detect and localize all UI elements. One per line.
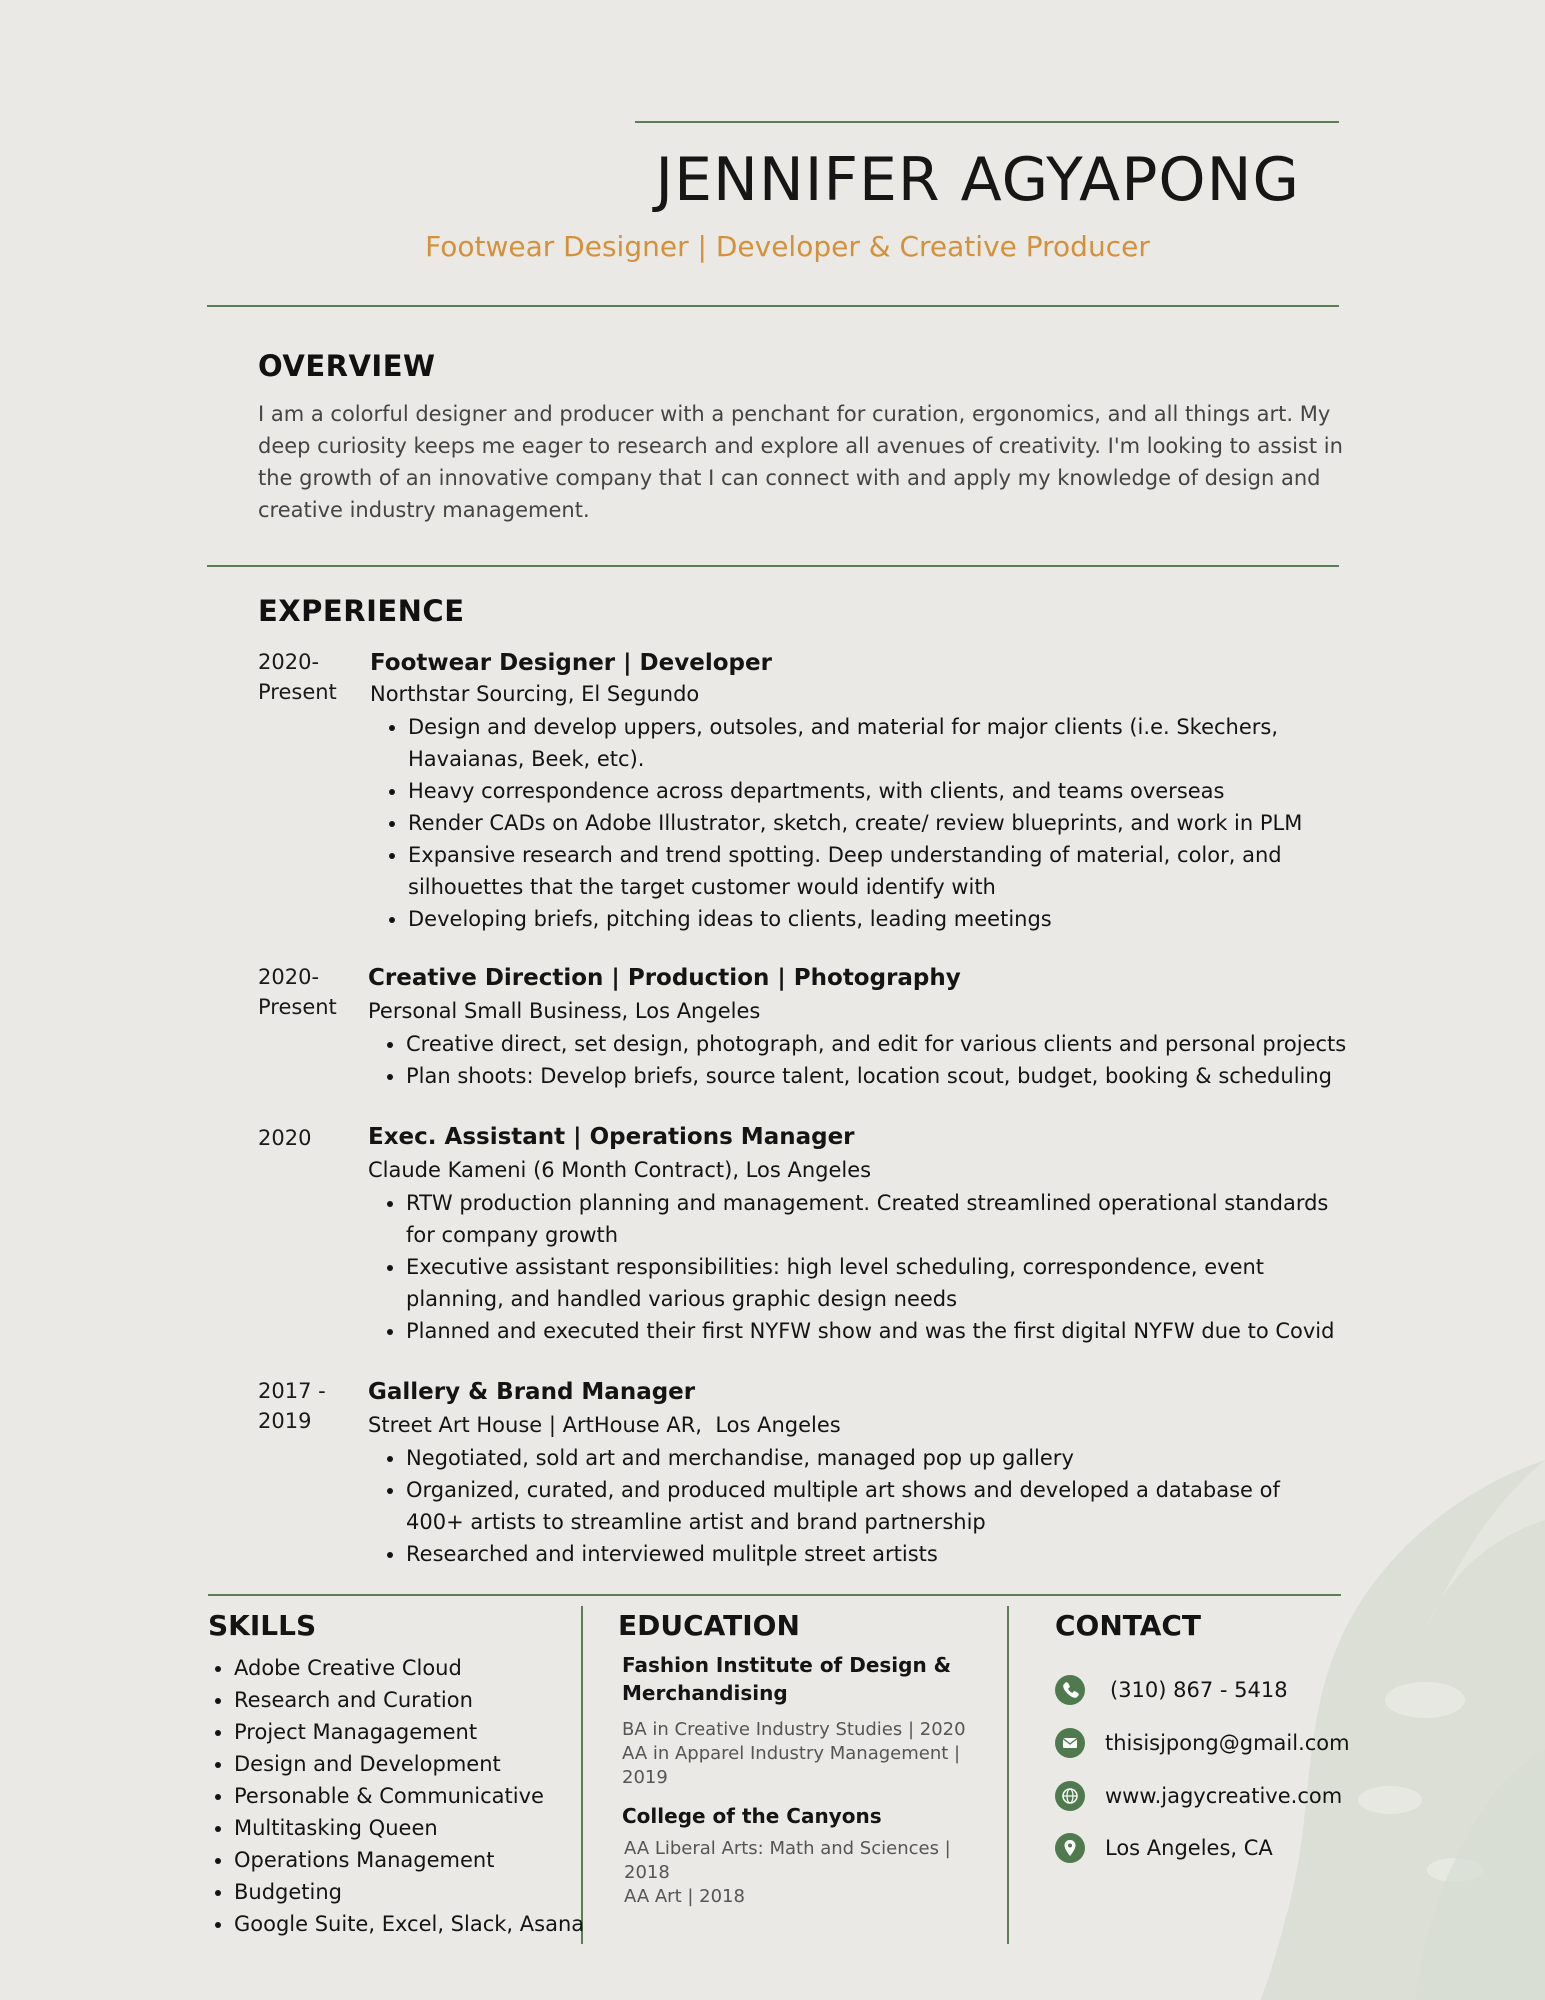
skill-item: • Operations Management xyxy=(234,1844,584,1876)
job-bullet: • RTW production planning and management. Created streamlined operational standards for company growth xyxy=(406,1187,1338,1251)
location-pin-icon xyxy=(1055,1833,1085,1863)
website-link[interactable]: www.jagycreative.com xyxy=(1105,1784,1343,1808)
contact-heading: CONTACT xyxy=(1055,1609,1202,1642)
job-date: 2020 xyxy=(258,1126,312,1150)
overview-bottom-rule xyxy=(207,565,1339,567)
job-tagline: Footwear Designer | Developer & Creative Producer xyxy=(425,230,1150,263)
job-bullet: • Organized, curated, and produced multiple art shows and developed a database of 400+ artists to streamline artist and brand partnership xyxy=(406,1474,1338,1538)
globe-icon xyxy=(1055,1781,1085,1811)
school-degrees: BA in Creative Industry Studies | 2020 AA in Apparel Industry Management | 2019 xyxy=(622,1719,966,1788)
skill-item: • Design and Development xyxy=(234,1748,584,1780)
job-title: Footwear Designer | Developer xyxy=(370,650,772,676)
column-divider-right xyxy=(1007,1606,1009,1944)
skill-item: • Personable & Communicative xyxy=(234,1780,584,1812)
job-title: Exec. Assistant | Operations Manager xyxy=(368,1124,855,1150)
job-bullet: • Render CADs on Adobe Illustrator, sketch, create/ review blueprints, and work in PLM xyxy=(408,807,1340,839)
skills-heading: SKILLS xyxy=(208,1609,317,1642)
contact-phone xyxy=(1055,1675,1375,1715)
job-date: 2020- Present xyxy=(258,650,337,704)
job-bullet: • Design and develop uppers, outsoles, and material for major clients (i.e. Skechers, Havaianas, Beek, etc). xyxy=(408,711,1340,775)
job-bullets xyxy=(368,1028,1347,1092)
job-bullets xyxy=(370,711,1340,935)
school-name: College of the Canyons xyxy=(622,1804,882,1828)
job-bullets xyxy=(368,1187,1338,1347)
contact-email xyxy=(1055,1728,1375,1768)
job-date: 2020- Present xyxy=(258,965,337,1019)
job-bullet: • Executive assistant responsibilities: high level scheduling, correspondence, event planning, and handled various graphic design needs xyxy=(406,1251,1338,1315)
job-company: Personal Small Business, Los Angeles xyxy=(368,999,761,1023)
overview-paragraph: I am a colorful designer and producer with a penchant for curation, ergonomics, and all things art. My deep curiosity keeps me eager to research and explore all avenues of creativity. I'm looking to assist in the growth of an innovative company that I can connect with and apply my knowledge of design and creative industry management. xyxy=(258,402,1343,522)
job-title: Gallery & Brand Manager xyxy=(368,1379,696,1405)
skill-item: • Project Managagement xyxy=(234,1716,584,1748)
job-bullet: • Researched and interviewed mulitple street artists xyxy=(406,1538,1338,1570)
job-company: Claude Kameni (6 Month Contract), Los Angeles xyxy=(368,1158,872,1182)
skill-item: • Multitasking Queen xyxy=(234,1812,584,1844)
job-bullet: • Creative direct, set design, photograph, and edit for various clients and personal projects xyxy=(406,1028,1338,1060)
header-bottom-rule xyxy=(207,305,1339,307)
school-degrees: AA Liberal Arts: Math and Sciences | 2018 AA Art | 2018 xyxy=(624,1838,951,1907)
overview-heading: OVERVIEW xyxy=(258,349,436,383)
school-name: Fashion Institute of Design & Merchandising xyxy=(622,1653,952,1705)
contact-website xyxy=(1055,1781,1375,1821)
location-text: Los Angeles, CA xyxy=(1105,1836,1273,1860)
job-bullet: • Expansive research and trend spotting. Deep understanding of material, color, and silhouettes that the target customer would identify with xyxy=(408,839,1340,903)
skill-item: • Research and Curation xyxy=(234,1684,584,1716)
job-company: Northstar Sourcing, El Segundo xyxy=(370,682,700,706)
experience-heading: EXPERIENCE xyxy=(258,594,465,628)
job-date: 2017 - 2019 xyxy=(258,1379,326,1433)
education-heading: EDUCATION xyxy=(618,1609,800,1642)
phone-number[interactable]: (310) 867 - 5418 xyxy=(1110,1678,1288,1702)
person-name: JENNIFER AGYAPONG xyxy=(655,145,1300,215)
job-bullet: • Developing briefs, pitching ideas to clients, leading meetings xyxy=(408,903,1340,935)
experience-bottom-rule xyxy=(208,1594,1341,1596)
job-title: Creative Direction | Production | Photography xyxy=(368,965,961,991)
email-address[interactable]: thisisjpong@gmail.com xyxy=(1105,1731,1350,1755)
job-bullets xyxy=(368,1442,1338,1570)
phone-icon xyxy=(1055,1675,1085,1705)
job-bullet: • Heavy correspondence across departments, with clients, and teams overseas xyxy=(408,775,1340,807)
skill-item: • Adobe Creative Cloud xyxy=(234,1652,584,1684)
job-bullet: • Plan shoots: Develop briefs, source talent, location scout, budget, booking & scheduling xyxy=(406,1060,1338,1092)
job-bullet: • Negotiated, sold art and merchandise, managed pop up gallery xyxy=(406,1442,1338,1474)
skill-item: • Budgeting xyxy=(234,1876,584,1908)
email-icon xyxy=(1055,1728,1085,1758)
skill-item: • Google Suite, Excel, Slack, Asana xyxy=(234,1908,584,1940)
header-top-rule xyxy=(635,121,1339,123)
contact-location xyxy=(1055,1833,1375,1873)
job-company: Street Art House | ArtHouse AR, Los Angeles xyxy=(368,1413,841,1437)
job-bullet: • Planned and executed their first NYFW show and was the first digital NYFW due to Covid xyxy=(406,1315,1338,1347)
skills-list xyxy=(208,1652,584,1940)
